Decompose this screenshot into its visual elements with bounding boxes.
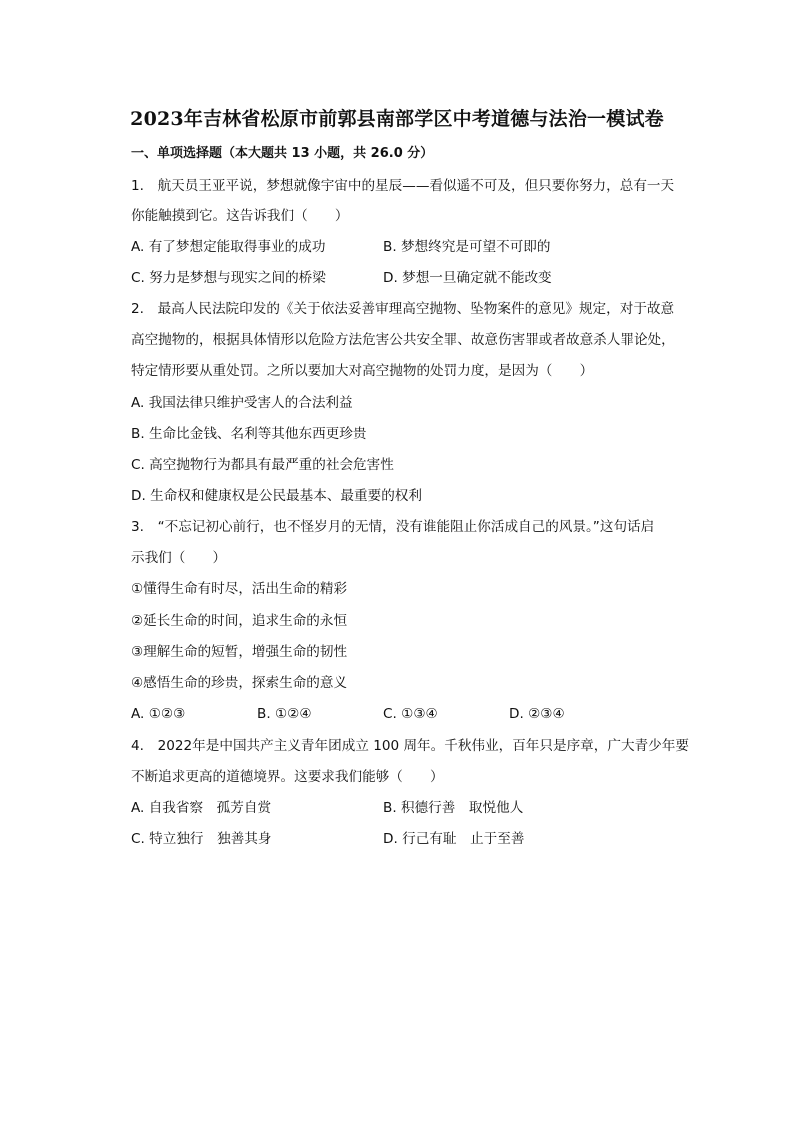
question-3-line-1: 3. “不忘记初心前行，也不怪岁月的无情，没有谁能阻止你活成自己的风景。”这句话启 [131, 519, 655, 535]
question-3-option-a: A. ①②③ [131, 706, 186, 722]
question-3-statement-2: ②延长生命的时间，追求生命的永恒 [131, 613, 348, 629]
question-3-statement-3: ③理解生命的短暂，增强生命的韧性 [131, 644, 348, 660]
question-1-option-c: C. 努力是梦想与现实之间的桥梁 [131, 270, 326, 286]
question-2-line-2: 高空抛物的，根据具体情形以危险方法危害公共安全罪、故意伤害罪或者故意杀人罪论处， [131, 332, 675, 348]
question-2-line-1: 2. 最高人民法院印发的《关于依法妥善审理高空抛物、坠物案件的意见》规定，对于故意 [131, 301, 675, 317]
question-3-option-d: D. ②③④ [509, 706, 565, 722]
question-3-option-b: B. ①②④ [257, 706, 312, 722]
question-4-option-b: B. 积德行善 取悦他人 [383, 800, 524, 816]
question-1-line-2: 你能触摸到它。这告诉我们（ ） [131, 208, 349, 224]
question-4-option-a: A. 自我省察 孤芳自赏 [131, 800, 272, 816]
question-1-line-1: 1. 航天员王亚平说，梦想就像宇宙中的星辰——看似遥不可及，但只要你努力，总有一天 [131, 178, 675, 194]
question-1-option-d: D. 梦想一旦确定就不能改变 [383, 270, 552, 286]
page-title: 2023年吉林省松原市前郭县南部学区中考道德与法治一模试卷 [130, 108, 664, 130]
question-3-line-2: 示我们（ ） [131, 550, 227, 566]
question-4-option-d: D. 行己有耻 止于至善 [383, 831, 525, 847]
question-2-option-d: D. 生命权和健康权是公民最基本、最重要的权利 [131, 488, 422, 504]
question-2-option-c: C. 高空抛物行为都具有最严重的社会危害性 [131, 457, 394, 473]
question-3-option-c: C. ①③④ [383, 706, 438, 722]
question-2-option-b: B. 生命比金钱、名利等其他东西更珍贵 [131, 426, 367, 442]
question-2-line-3: 特定情形要从重处罚。之所以要加大对高空抛物的处罚力度，是因为（ ） [131, 363, 594, 379]
question-3-statement-1: ①懂得生命有时尽，活出生命的精彩 [131, 581, 348, 597]
question-3-statement-4: ④感悟生命的珍贵，探索生命的意义 [131, 675, 348, 691]
question-1-option-a: A. 有了梦想定能取得事业的成功 [131, 239, 326, 255]
question-4-line-1: 4. 2022年是中国共产主义青年团成立 100 周年。千秋伟业，百年只是序章，广大青少年要 [131, 738, 689, 754]
question-4-line-2: 不断追求更高的道德境界。这要求我们能够（ ） [131, 769, 444, 785]
question-1-option-b: B. 梦想终究是可望不可即的 [383, 239, 551, 255]
question-4-option-c: C. 特立独行 独善其身 [131, 831, 272, 847]
question-2-option-a: A. 我国法律只维护受害人的合法利益 [131, 395, 353, 411]
section-heading: 一、单项选择题（本大题共 13 小题，共 26.0 分） [131, 146, 434, 161]
